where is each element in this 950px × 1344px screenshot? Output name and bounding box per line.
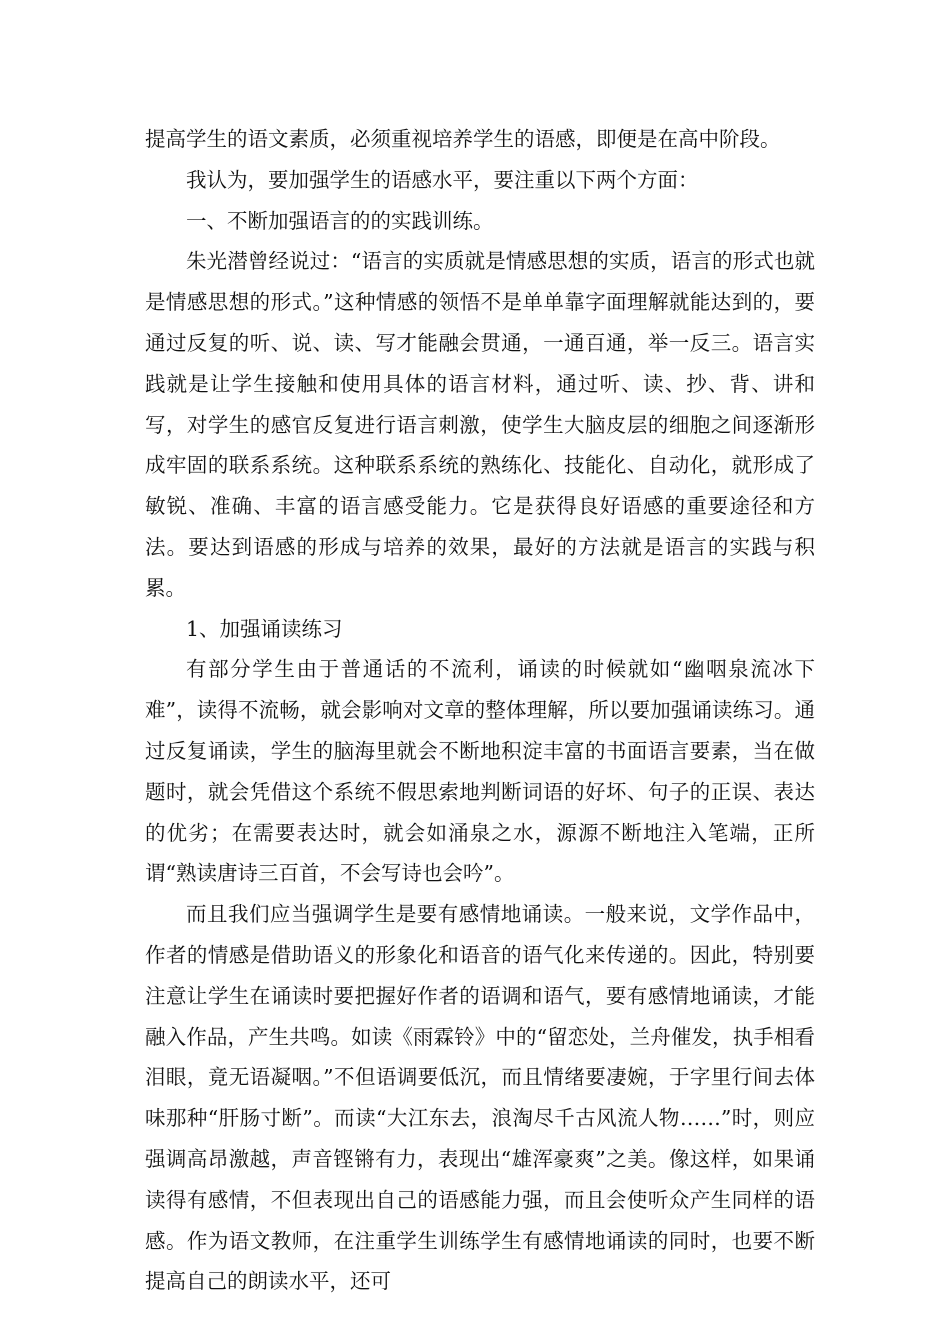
section-heading: 一、不断加强语言的的实践训练。: [186, 208, 494, 233]
subsection-heading: 1、加强诵读练习: [186, 616, 343, 641]
paragraph-recitation: 有部分学生由于普通话的不流利，诵读的时候就如“幽咽泉流冰下难”，读得不流畅，就会影响对文章的整体理解，所以要加强诵读练习。通过反复诵读，学生的脑海里就会不断地积淀丰富的书面语言要素，当在做题时，就会凭借这个系统不假思索地判断词语的好坏、句子的正误、表达的优劣；在需要表达时，就会如涌泉之水，源源不断地注入笔端，正所谓“熟读唐诗三百首，不会写诗也会吟”。: [145, 657, 815, 886]
document-body: [145, 119, 815, 1302]
paragraph-intro: 我认为，要加强学生的语感水平，要注重以下两个方面：: [186, 167, 699, 192]
paragraph-zhu-guangqian: 朱光潜曾经说过：“语言的实质就是情感思想的实质，语言的形式也就是情感思想的形式。”这种情感的领悟不是单单靠字面理解就能达到的，要通过反复的听、说、读、写才能融会贯通，一通百通，举一反三。语言实践就是让学生接触和使用具体的语言材料，通过听、读、抄、背、讲和写，对学生的感官反复进行语言刺激，使学生大脑皮层的细胞之间逐渐形成牢固的联系系统。这种联系系统的熟练化、技能化、自动化，就形成了敏锐、准确、丰富的语言感受能力。它是获得良好语感的重要途径和方法。要达到语感的形成与培养的效果，最好的方法就是语言的实践与积累。: [145, 249, 815, 600]
paragraph-emotional-reading: 而且我们应当强调学生是要有感情地诵读。一般来说，文学作品中，作者的情感是借助语义的形象化和语音的语气化来传递的。因此，特别要注意让学生在诵读时要把握好作者的语调和语气，要有感情地诵读，才能融入作品，产生共鸣。如读《雨霖铃》中的“留恋处，兰舟催发，执手相看泪眼，竟无语凝咽。”不但语调要低沉，而且情绪要凄婉，于字里行间去体味那种“肝肠寸断”。而读“大江东去，浪淘尽千古风流人物……”时，则应强调高昂激越，声音铿锵有力，表现出“雄浑豪爽”之美。像这样，如果诵读得有感情，不但表现出自己的语感能力强，而且会使听众产生同样的语感。作为语文教师，在注重学生训练学生有感情地诵读的同时，也要不断提高自己的朗读水平，还可: [145, 902, 815, 1294]
paragraph-continuation: 提高学生的语文素质，必须重视培养学生的语感，即便是在高中阶段。: [145, 127, 781, 151]
